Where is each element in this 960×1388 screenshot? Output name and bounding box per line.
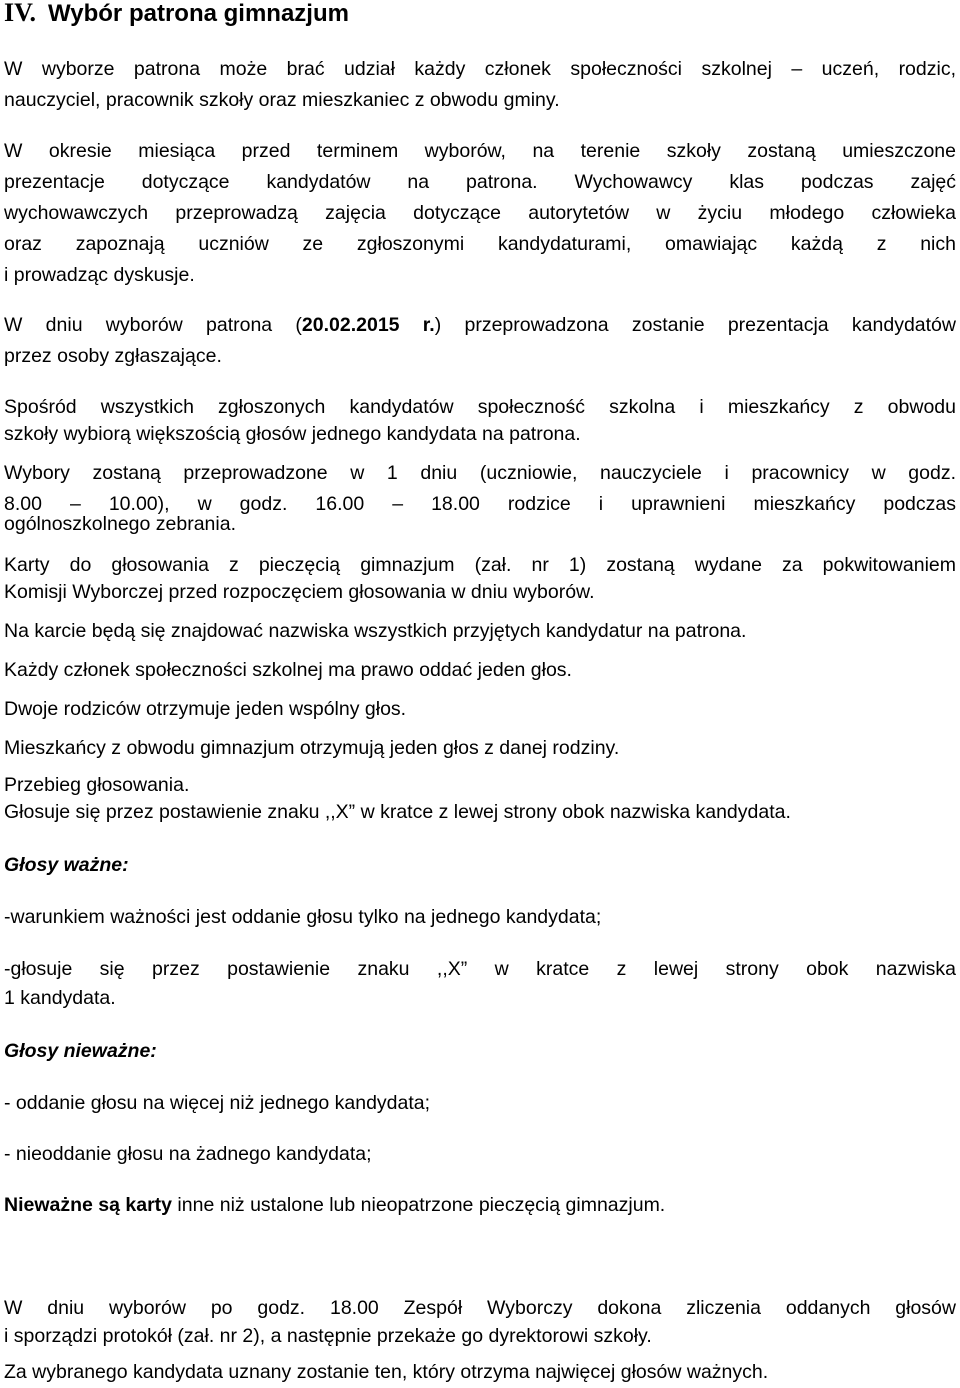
text-line: Głosy nieważne: (4, 1040, 157, 1062)
text-line: Na karcie będą się znajdować nazwiska wszystkich przyjętych kandydatur na patrona. (4, 620, 747, 642)
paragraph-presentations-end (4, 260, 956, 291)
text-line: Za wybranego kandydata uznany zostanie ten, który otrzyma najwięcej głosów ważnych. (4, 1361, 769, 1383)
text-line: - oddanie głosu na więcej niż jednego kandydata; (4, 1092, 431, 1114)
section-number: IV. (4, 0, 37, 27)
text-line: przez osoby zgłaszające. (4, 345, 222, 367)
text-line: - nieoddanie głosu na żadnego kandydata; (4, 1143, 372, 1165)
paragraph-participants-end (4, 85, 956, 116)
paragraph-participants (4, 54, 956, 85)
text-line: Głosuje się przez postawienie znaku ,,X” w kratce z lewej strony obok nazwiska kandydata. (4, 801, 791, 823)
paragraph-schedule-end (4, 509, 956, 540)
text-line: -głosuje się przez postawienie znaku ,,X” w kratce z lewej strony obok nazwiska (4, 958, 956, 980)
paragraph-ballot-names (4, 616, 956, 647)
invalid-rule-multiple (4, 1088, 956, 1119)
text-line: Komisji Wyborczej przed rozpoczęciem głosowania w dniu wyborów. (4, 581, 595, 603)
text-line: oraz zapoznają uczniów ze zgłoszonymi kandydaturami, omawiając każdą z nich (4, 233, 956, 255)
paragraph-voting-process (4, 772, 956, 826)
text-line: ogólnoszkolnego zebrania. (4, 513, 237, 535)
text-line: Spośród wszystkich zgłoszonych kandydatów społeczność szkolna i mieszkańcy z obwodu (4, 396, 956, 418)
text-line (4, 1190, 956, 1221)
text-line: i sporządzi protokół (zał. nr 2), a następnie przekaże go dyrektorowi szkoły. (4, 1325, 652, 1347)
text-segment: ) przeprowadzona zostanie prezentacja kandydatów (434, 314, 956, 336)
valid-rule-mark-x-end (4, 983, 956, 1014)
text-line: W dniu wyborów po godz. 18.00 Zespół Wyborczy dokona zliczenia oddanych głosów (4, 1297, 956, 1319)
paragraph-counting (4, 1293, 956, 1324)
text-line: Dwoje rodziców otrzymuje jeden wspólny głos. (4, 698, 407, 720)
text-line (4, 310, 956, 341)
text-line: Mieszkańcy z obwodu gimnazjum otrzymują jeden głos z danej rodziny. (4, 737, 620, 759)
text-line: Przebieg głosowania. (4, 774, 190, 796)
paragraph-election-day (4, 310, 956, 341)
text-segment-bold: Nieważne są karty (4, 1194, 173, 1216)
paragraph-one-vote (4, 655, 956, 686)
paragraph-winner (4, 1357, 956, 1388)
paragraph-residents-vote (4, 733, 956, 764)
paragraph-presentations (4, 136, 956, 260)
text-line: szkoły wybiorą większością głosów jednego kandydata na patrona. (4, 423, 581, 445)
invalid-rule-none (4, 1139, 956, 1170)
text-segment: inne niż ustalone lub nieopatrzone pieczęcią gimnazjum. (172, 1194, 666, 1216)
text-line: W okresie miesiąca przed terminem wyborów, na terenie szkoły zostaną umieszczone (4, 140, 956, 162)
valid-votes-heading (4, 850, 956, 881)
text-line: prezentacje dotyczące kandydatów na patrona. Wychowawcy klas podczas zajęć (4, 171, 956, 193)
text-line: 1 kandydata. (4, 987, 116, 1009)
paragraph-election-day-end (4, 341, 956, 372)
text-line: Karty do głosowania z pieczęcią gimnazjum (zał. nr 1) zostaną wydane za pokwitowaniem (4, 554, 956, 576)
text-line: i prowadząc dyskusje. (4, 264, 195, 286)
valid-rule-mark-x (4, 954, 956, 985)
text-line: -warunkiem ważności jest oddanie głosu tylko na jednego kandydata; (4, 906, 602, 928)
text-line: wychowawczych przeprowadzą zajęcia dotyczące autorytetów w życiu młodego człowieka (4, 202, 956, 224)
text-line: Głosy ważne: (4, 854, 129, 876)
text-line: Każdy członek społeczności szkolnej ma prawo oddać jeden głos. (4, 659, 572, 681)
paragraph-counting-end (4, 1321, 956, 1352)
text-line: W wyborze patrona może brać udział każdy członek społeczności szkolnej – uczeń, rodzic, (4, 58, 956, 80)
paragraph-parents-vote (4, 694, 956, 725)
text-line: nauczyciel, pracownik szkoły oraz mieszkaniec z obwodu gminy. (4, 89, 560, 111)
section-heading (4, 0, 349, 28)
paragraph-invalid-cards (4, 1190, 956, 1221)
election-date: 20.02.2015 r. (301, 314, 435, 336)
text-line: Wybory zostaną przeprowadzone w 1 dniu (uczniowie, nauczyciele i pracownicy w godz. (4, 462, 956, 484)
invalid-votes-heading (4, 1036, 956, 1067)
text-line: 8.00 – 10.00), w godz. 16.00 – 18.00 rodzice i uprawnieni mieszkańcy podczas (4, 493, 956, 515)
section-title: Wybór patrona gimnazjum (48, 0, 349, 27)
paragraph-ballots-end (4, 577, 956, 608)
text-segment: W dniu wyborów patrona ( (4, 314, 302, 336)
valid-rule-one-candidate (4, 902, 956, 933)
paragraph-majority-end (4, 419, 956, 450)
